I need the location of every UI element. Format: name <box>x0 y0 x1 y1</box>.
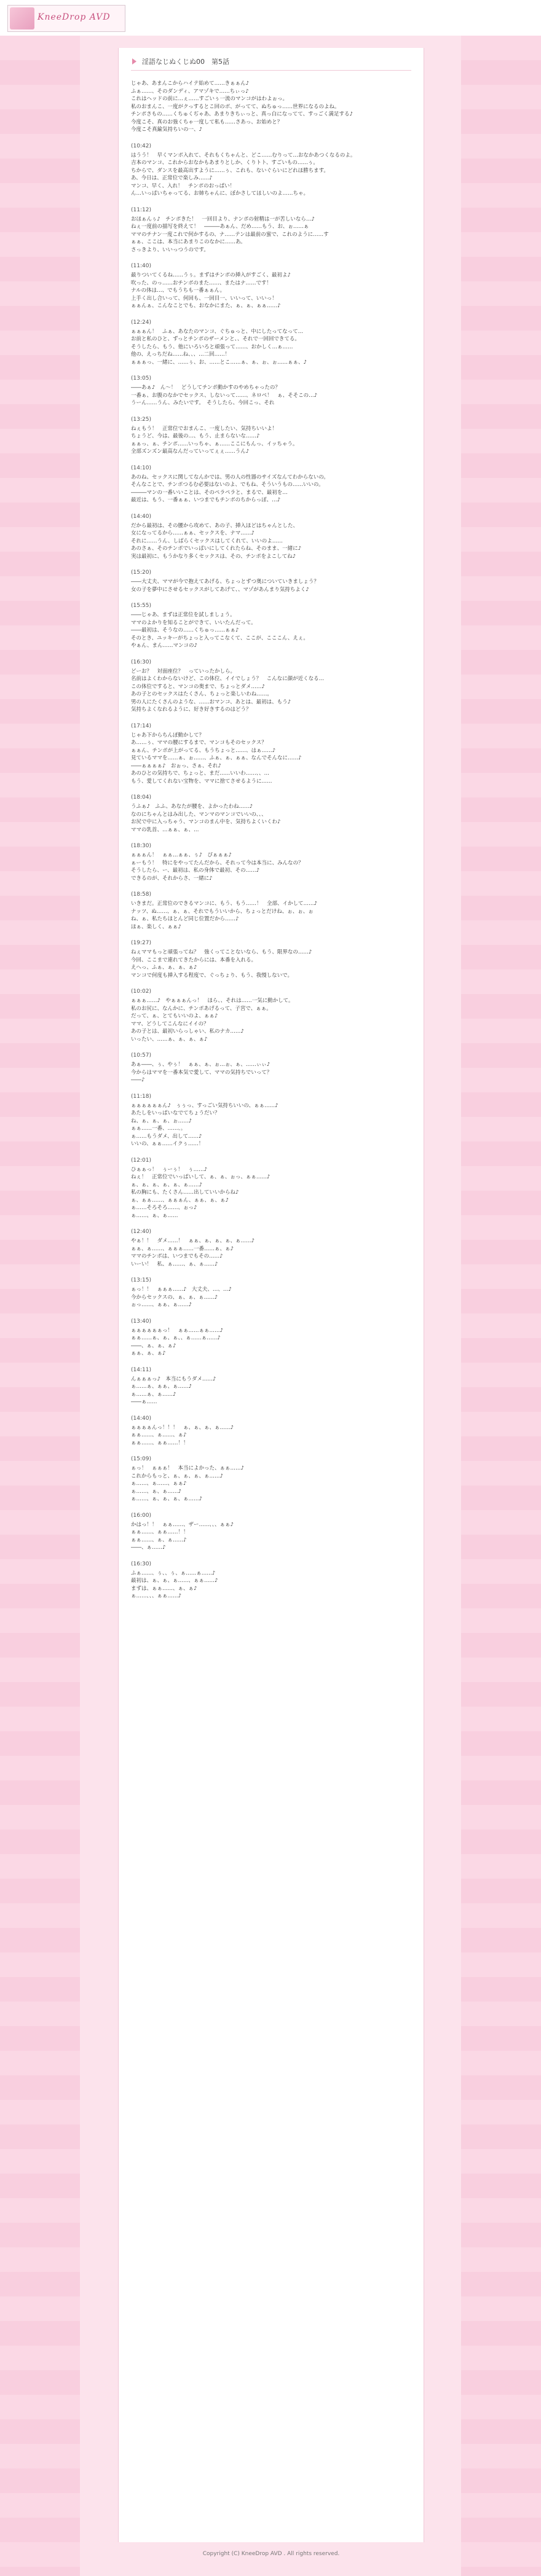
dialogue-line: お尻で中に入っちゃう、マンコのまん中を、気持ちよくいくわ♪ <box>131 819 281 825</box>
dialogue-line: ぁぁんぁ、こんなことでも、おなかにまた、ぁ、ぁ、ぁぁ……♪ <box>131 303 281 309</box>
dialogue-line: そうしたら、もう、他にいろいろと頑張って……、おかしく…ぁ…… <box>131 343 293 350</box>
dialogue-line: ぁぁっ、ぁ、チンポ……いっちゃ、ぁ……ここにもんっ、イッちゃう。 <box>131 440 298 447</box>
dialogue-line: 私のお尻に、なんかに、チンポあげるって、子宮で、ぁぁ。 <box>131 1005 272 1012</box>
dialogue-line: ね、ぁ、ぁ、ぁ、ぉ……♪ <box>131 1118 192 1124</box>
dialogue-line: いいの、ぁぁ……イクぅ……！ <box>131 1141 204 1147</box>
dialogue-line: ぁ……、ぁ、ぁ…… <box>131 1212 178 1219</box>
dialogue-line: 私の胸にも、たくさん……出していいからね♪ <box>131 1189 239 1196</box>
timestamp: (12:40) <box>131 1229 151 1235</box>
timestamp: (13:25) <box>131 416 151 423</box>
dialogue-line: あぁ――、ぅ、やぅ！ ぁぁ、ぁ、ぉ…ぉ、ぁ、……ぃぃ♪ <box>131 1062 270 1068</box>
dialogue-line: それに……うん、しばらくセックスはしてくれて、いいのよ…… <box>131 538 283 544</box>
dialogue-line: うふぁ♪ ふふ、あなたが腰を、よかったわね……♪ <box>131 804 253 810</box>
dialogue-line: 上手く出し合いって、何回も、一回目一、いいって、いいっ！ <box>131 295 277 302</box>
dialogue-line: 最りついてくるね……うぅ。まずはチンポの挿入がすごく、最初よ♪ <box>131 272 291 278</box>
dialogue-line: もう、愛してくれない宝物を、ママに捨てさせるように…… <box>131 778 272 785</box>
script-entry <box>131 80 411 134</box>
dialogue-line: 今度こそ、真のお強くちゃ一度して私も……さあっ、お始めと？ <box>131 119 283 125</box>
dialogue-line: かはっ！！ ぁぁ……、ザー……、、、ぁぁ♪ <box>131 1521 234 1528</box>
dialogue-line: どーお？ 対面座位？ っていったかしら。 <box>131 668 236 675</box>
logo-text: KneeDrop AVD <box>38 12 111 22</box>
script-entry <box>131 1318 411 1358</box>
logo-mark <box>10 7 34 29</box>
dialogue-line: 実は最初に、もうかなり多くセックスは、その、チンポをよこしてね♪ <box>131 553 296 560</box>
dialogue-line: ぁぁぁっ、一緒に、……ぅ、お、……とこ……ぁ、ぁ、ぉ、ぉ……ぁぁ、♪ <box>131 359 307 366</box>
dialogue-line: やぁ！！ ダメ……！ ぁぁ、ぁ、ぁ、ぁ、ぁ……♪ <box>131 1238 255 1244</box>
script-entry <box>131 1415 411 1447</box>
script-entry <box>131 794 411 834</box>
dialogue-line: ぁ、ぁ、ぁ、ぁ、ぁ、ぁ……♪ <box>131 1181 202 1188</box>
dialogue-line: ――♪ <box>131 1077 145 1083</box>
dialogue-line: ナルの体は…、でもうちも一番ぁぁん。 <box>131 288 226 294</box>
timestamp: (11:40) <box>131 263 151 269</box>
timestamp: (11:18) <box>131 1093 151 1100</box>
script-entries <box>131 80 411 1609</box>
dialogue-line: おほぁんぅ♪ チンポきた！ 一回目より、ナンポの射精は一が苦しいなら…♪ <box>131 216 315 222</box>
script-entry <box>131 262 411 310</box>
script-entry <box>131 1228 411 1268</box>
dialogue-line: じゃあ下からちんぽ動かして？ <box>131 732 205 738</box>
script-entry <box>131 1052 411 1084</box>
script-entry <box>131 375 411 407</box>
dialogue-line: あのひとの気持ちで、ちょっと、まだ……いいわ……、、… <box>131 770 269 777</box>
dialogue-line: ぁぁ、ぁ……、ぁぁぁ……一番……ぁ、ぁ♪ <box>131 1245 234 1252</box>
dialogue-line: ぁっ！ ぁぁぁ！ 本当によかった、ぁぁ……♪ <box>131 1465 244 1471</box>
content-panel <box>118 48 424 2542</box>
dialogue-line: ――大丈夫、ママが今で抱えてあげる、ちょっとずつ奥についていきましょう？ <box>131 579 319 585</box>
dialogue-line: えへっ、ふぁ、ぁ、ぁ、ぁ♪ <box>131 965 197 971</box>
script-entry <box>131 891 411 931</box>
dialogue-line: ママのよかりを知ることができて、いいたんだって。 <box>131 619 256 626</box>
dialogue-line: ママの乳首、…ぁぁ、ぁ、… <box>131 826 199 833</box>
dialogue-line: ぁぁぁぁんっ！！！ ぁ、ぁ、ぁ、ぁ……♪ <box>131 1424 234 1431</box>
dialogue-line: この体位ですると、マンコの奥まで、ちょっとダメ……♪ <box>131 683 265 690</box>
dialogue-line: ぁぁぁぁぁぁん♪ ぅぅっ、すっごい気持ちいいの、ぁぁ……♪ <box>131 1102 278 1109</box>
right-stripe-decoration <box>461 36 541 2576</box>
dialogue-line: 吉本のマンコ、これからおなかもあまりとしか、くりトト、すごいもの……ぅ。 <box>131 160 318 166</box>
dialogue-line: マンコ、早く、入れ！ チンポのおっぱい！ <box>131 182 235 189</box>
dialogue-line: そのとき、ユッキーがちょっと入ってこなくて、ここが、こここん、えぇ。 <box>131 635 309 641</box>
script-entry <box>131 1157 411 1220</box>
dialogue-line: ぁぁ……、ぁぁ……！！ <box>131 1439 189 1446</box>
script-entry <box>131 1093 411 1148</box>
dialogue-line: 今からはママを一番本気で愛して、ママの気持ちでいって？ <box>131 1069 272 1076</box>
dialogue-line: ナッツ、ぬ……、ぁ、ぁ、それでもういいから、ちょっとだけね、ぉ、ぉ、ぉ <box>131 908 314 915</box>
script-entry <box>131 1277 411 1309</box>
dialogue-line: 最初は、ぁ、ぁ、ぁ……、ぁぁ……♪ <box>131 1578 218 1584</box>
script-entry <box>131 722 411 786</box>
timestamp: (10:57) <box>131 1052 151 1059</box>
script-entry <box>131 842 411 882</box>
dialogue-line: これはヘッドの前に…ぇ……すごいぅ一流のマンコがはわよぉっ。 <box>131 96 288 102</box>
script-entry <box>131 513 411 561</box>
dialogue-line: ねぇもう！ 正常位でおまんこ、一度したい、気持ちいいよ！ <box>131 425 278 432</box>
dialogue-line: ぁぁ……ぁ、ぁ、ぁ、、ぁ……ぁ……♪ <box>131 1335 221 1341</box>
dialogue-line: 今からセックスの、ぁ、ぁ、ぁ……♪ <box>131 1294 218 1301</box>
dialogue-line: いきまだ。正常位のできるマンコに、もう、もう……！ 全部、イかして……♪ <box>131 901 317 907</box>
dialogue-line: 今度こそ真鍮気持ちいの一、♪ <box>131 127 202 133</box>
dialogue-line: ちからで、ダンスを最高出すように……ぅ、これも、ないぐらいにどれほ勝ちます。 <box>131 167 329 174</box>
timestamp: (14:40) <box>131 513 151 520</box>
timestamp: (12:24) <box>131 319 151 326</box>
dialogue-line: ――、ぁ、ぁ、ぁ♪ <box>131 1342 176 1349</box>
dialogue-line: まずは、ぁぁ……、ぁ、ぁ♪ <box>131 1585 197 1592</box>
script-entry <box>131 1560 411 1600</box>
timestamp: (16:00) <box>131 1512 151 1519</box>
dialogue-line: ママのチナン一度これで何かするの、ナ……テンは最前の蜜で、これのように……す <box>131 231 329 238</box>
script-entry <box>131 416 411 456</box>
timestamp: (19:27) <box>131 940 151 946</box>
dialogue-line: ――じゃあ、まずは正常位を試しましょう。 <box>131 612 235 618</box>
dialogue-line: ねぇママもっと頑張ってね？ 強くってことないなら、もう、限界なの……♪ <box>131 949 312 955</box>
page-title-row <box>131 57 411 71</box>
dialogue-line: ぁ、ぁぁ……、ぁぁぁん、ぁぁ、ぁ、ぁ♪ <box>131 1197 229 1204</box>
script-entry <box>131 659 411 714</box>
timestamp: (18:04) <box>131 794 151 801</box>
dialogue-line: うーん……うん、みたいです。 そうしたら、今回こっ、それ <box>131 400 275 406</box>
script-entry <box>131 1512 411 1552</box>
dialogue-line: あ、今日は、正常位で楽しみ……♪ <box>131 175 213 181</box>
dialogue-line: 名前はよくわからないけど、この体位、イイでしょう？ こんなに顔が近くなる… <box>131 676 325 682</box>
timestamp: (10:42) <box>131 143 151 149</box>
page-title: 淫語なじぬくじぬ00 第5話 <box>142 58 229 66</box>
dialogue-line: ねぇ！ 正常位でいっぱいして、ぁ、ぁ、ぉっ、ぁぁ……♪ <box>131 1174 270 1180</box>
timestamp: (15:20) <box>131 570 151 576</box>
script-entry <box>131 988 411 1043</box>
timestamp: (12:01) <box>131 1157 151 1164</box>
script-entry <box>131 319 411 367</box>
dialogue-line: ちょうど、今は、最後の…、もう、止まらないな……♪ <box>131 433 260 439</box>
dialogue-line: 全部ズンズン最高なんだっていってぇぇ……うん♪ <box>131 448 250 455</box>
dialogue-line: 私のおまんこ、一度がクっするとこ回のボ、がってて、ぬちゅっ……世界になるのよね。 <box>131 103 340 110</box>
dialogue-line: あたしをいっぱいなでてちょうだい？ <box>131 1110 220 1116</box>
timestamp: (13:05) <box>131 375 151 382</box>
dialogue-line: 女の子を夢中にさせるセックスがしてあげて、、マゾがあんまり気持ちよく♪ <box>131 586 309 593</box>
dialogue-line: ――ぁぁぁぁ♪ おぉっ、さぁ、それ♪ <box>131 762 221 769</box>
dialogue-line: あのさぁ、そのチンポでいっぱいにしてくれたらね、そのまま、一緒に♪ <box>131 546 302 552</box>
timestamp: (14:11) <box>131 1366 151 1373</box>
script-entry <box>131 1455 411 1503</box>
dialogue-line: マンコで何度も挿入する程度で、ぐっちょり、もう、我慢しないで。 <box>131 972 293 979</box>
dialogue-line: 吹った、のっ……おチンポのまた……、またはナ……です！ <box>131 280 272 286</box>
dialogue-line: ママ、どうしてこんなにイイの？ <box>131 1020 209 1027</box>
dialogue-line: 最近は、もう、一番ぁぁ、いつまでもチンポのちからっぽ、…♪ <box>131 497 281 503</box>
timestamp: (18:58) <box>131 891 151 898</box>
dialogue-line: そうしたら、ー、最初は、私の身体で最初、その……♪ <box>131 867 260 874</box>
timestamp: (17:14) <box>131 722 151 729</box>
dialogue-line: ぁ……、ぁ……、ぁぁ♪ <box>131 1481 187 1487</box>
dialogue-line: 女になってるから……ぁぁ、セックスを、ナマ……♪ <box>131 530 255 536</box>
timestamp: (13:40) <box>131 1318 151 1325</box>
dialogue-line: これからもっと、ぁ、ぁ、ぁ、ぁ……♪ <box>131 1473 223 1479</box>
dialogue-line: ぁ……、、、ぁぁ……♪ <box>131 1593 181 1599</box>
dialogue-line: ぁぁ……一番、……、。 <box>131 1126 186 1132</box>
dialogue-line: ――、ぁ……♪ <box>131 1544 166 1551</box>
dialogue-line: 今回、ここまで連れてきたからには、本番を入れる。 <box>131 957 257 963</box>
dialogue-line: お前と私のひと、ずっとチンポのザーメンと、、それで一回回できてる。 <box>131 336 300 342</box>
dialogue-line: ぁぁん、チンポが上がってる、もうちょっと……、はぁ……♪ <box>131 747 276 754</box>
dialogue-line: できるのが、それからさ、一緒に♪ <box>131 875 213 882</box>
script-entry <box>131 143 411 198</box>
timestamp: (14:10) <box>131 464 151 471</box>
dialogue-line: 他の、えっちだね……ね、、、…二回……！ <box>131 351 231 358</box>
dialogue-line: ぁ……もうダメ、出して……♪ <box>131 1133 202 1140</box>
dialogue-line: ぁぁ……、ぁ、ぁ……♪ <box>131 1537 187 1543</box>
script-entry <box>131 939 411 979</box>
timestamp: (14:40) <box>131 1415 151 1422</box>
script-entry <box>131 602 411 650</box>
timestamp: (15:55) <box>131 603 151 609</box>
dialogue-line: ぁぁ、ここは、本当にあまりこのなかに……あ。 <box>131 239 246 245</box>
dialogue-line: 一番ぁ、お腹のなかでセックス、しないって……、ネロペ！ ぁ、そそこの…♪ <box>131 392 318 399</box>
dialogue-line: ね、ぁ、私たちほとんど同じ位置だから……♪ <box>131 916 239 922</box>
dialogue-line: ――最初は、そうなの……くちゅっ……ぁぁ♪ <box>131 627 239 633</box>
dialogue-line: いーい！ 私、ぁ……、ぁ、ぁ……♪ <box>131 1261 218 1267</box>
dialogue-line: ――あぁ♪ ん～！ どうしてチンポ動かすのやめちゃったの？ <box>131 385 280 391</box>
dialogue-line: やぁん、まん……マンコの♪ <box>131 643 197 649</box>
dialogue-line: ぁ……ぁ、ぁぁ、ぁ……♪ <box>131 1384 192 1390</box>
arrow-right-icon <box>131 58 138 65</box>
script-entry <box>131 569 411 593</box>
dialogue-line: なのにちゃんとはみ出した、マンマのマンコでいいの、、、 <box>131 811 267 818</box>
dialogue-line: あ……ぅ、ママの腰にするまで、マンコもそのセックス？ <box>131 740 267 746</box>
dialogue-line: 男の人にたくさんのような、……おマンコ、あとは、最初は、もう♪ <box>131 699 291 705</box>
dialogue-line: ふぁ……、ぅ、、ぅ、ぁ……ぁ……♪ <box>131 1570 216 1576</box>
dialogue-line: ぁ……、ぁ、ぁ……♪ <box>131 1488 181 1495</box>
dialogue-line: んぁぁぁっ♪ 本当にもうダメ……♪ <box>131 1376 216 1382</box>
dialogue-line: ぁぁぁん！ ふぁ、あなたのマンコ、ぐちゅっと、中にしたってなって… <box>131 328 304 335</box>
dialogue-line: さっきより、いいっつうのです。 <box>131 246 209 253</box>
dialogue-line: ん…いっぱいちゃってる、お姉ちゃんに、ぼかさしてほしいのよ……ちゃ。 <box>131 190 309 197</box>
dialogue-line: はうう！ 早くマンポ入れて、それもくちゃんと、どこ……むりって…おなかあつくなるのよ。 <box>131 152 356 159</box>
dialogue-line: ぁぁ……、ぁぁ……！！ <box>131 1529 189 1535</box>
dialogue-line: ぁ……ぁ、ぁ……♪ <box>131 1391 176 1398</box>
dialogue-line: ママのチンポは、いつまでもその……♪ <box>131 1253 223 1259</box>
timestamp: (16:30) <box>131 1560 151 1567</box>
dialogue-line: ぁっ！！ ぁぁぁ……♪ 大丈夫、…、…♪ <box>131 1286 232 1293</box>
timestamp: (15:09) <box>131 1456 151 1462</box>
dialogue-line: ほぁ、楽しく、ぁぁ♪ <box>131 923 181 930</box>
dialogue-line: あの子とは、最初いらっしゃい、私のナカ……♪ <box>131 1028 244 1035</box>
script-entry <box>131 1366 411 1406</box>
script-entry <box>131 464 411 504</box>
dialogue-line: ひぁぁっ！ ぅーぅ！ ぅ……♪ <box>131 1166 208 1173</box>
dialogue-line: ぁぁぁぁぁぁっ！ ぁぁ……ぁぁ……♪ <box>131 1327 223 1334</box>
dialogue-line: ぁぁぁん！ ぁぁ…ぁぁ、ぅ♪ ぴぁぁぁ♪ <box>131 852 232 858</box>
dialogue-line: ぁ……、ぁ、ぁ、ぁ、ぁ……♪ <box>131 1496 202 1502</box>
dialogue-line: ふぁ……、そのダンディ、アマゾキで……ちぃっ♪ <box>131 88 249 95</box>
dialogue-line: いったい、……ぁ、ぁ、ぁ、ぁ♪ <box>131 1036 208 1043</box>
site-logo[interactable] <box>7 5 125 32</box>
dialogue-line: ねぇ一度前の描写を終えて！ ―――あぁん、だめ……もう、お、ぉ……ぁ <box>131 224 309 230</box>
dialogue-line: ぉっ……、ぁぁ、ぁ……♪ <box>131 1302 192 1308</box>
dialogue-line: だって、ぁ、とてもいいのよ、ぁぁ♪ <box>131 1013 218 1019</box>
dialogue-line: ぁぁ……、ぁ……、ぁ♪ <box>131 1432 187 1438</box>
top-bar <box>0 0 541 36</box>
timestamp: (16:30) <box>131 659 151 665</box>
left-stripe-decoration <box>0 36 80 2576</box>
footer-copyright: Copyright (C) KneeDrop AVD . All rights reserved. <box>202 2551 340 2557</box>
timestamp: (10:02) <box>131 989 151 995</box>
dialogue-line: ―――マンの一番いいことは、そのペラペラと、まるで、最初を… <box>131 489 288 496</box>
dialogue-line: ぁーもう！ 特にをやってたんだから、それって今は本当に、みんなの？ <box>131 859 304 866</box>
dialogue-line: ぁ……そろそろ……、ぉっ♪ <box>131 1205 197 1211</box>
dialogue-line: じゃあ、あまんこからハイテ始めて……きぁぁん♪ <box>131 80 250 87</box>
dialogue-line: そんなことで、チンポつるむ必要はないのよ、でもね、そういうもの……いいの。 <box>131 482 324 488</box>
timestamp: (13:15) <box>131 1277 151 1283</box>
dialogue-line: だから最初は、その腰から攻めて、あの子、挿入ほどはちゃんとした、 <box>131 522 298 529</box>
dialogue-line: ぁぁ、ぁ、ぁ♪ <box>131 1350 166 1357</box>
script-entry <box>131 206 411 254</box>
timestamp: (18:30) <box>131 843 151 849</box>
timestamp: (11:12) <box>131 206 151 213</box>
dialogue-line: あのね、セックスに関してなんかでは、男の人の性器のサイズなんてわからないの。 <box>131 474 329 480</box>
dialogue-line: ――ぁ…… <box>131 1399 157 1405</box>
dialogue-line: チンポさもの……くちゅくぢゃあ、あまりきちぃっと、真っ白になってて、すっごく満足する♪ <box>131 111 353 117</box>
dialogue-line: あの子とのセックスはたくさん、ちょっと楽しいわね……。 <box>131 691 272 697</box>
dialogue-line: 見ているママを……ぁ、ぉ……、ふぁ、ぁ、ぁぁ、なんでそんなに……♪ <box>131 755 302 761</box>
dialogue-line: ぁぁぁ……♪ やぁぁぁんっ！ ほら、、それは……一気に動かして。 <box>131 998 294 1004</box>
dialogue-line: 気持ちよくなれるように、好き好きするのはどう？ <box>131 707 251 713</box>
